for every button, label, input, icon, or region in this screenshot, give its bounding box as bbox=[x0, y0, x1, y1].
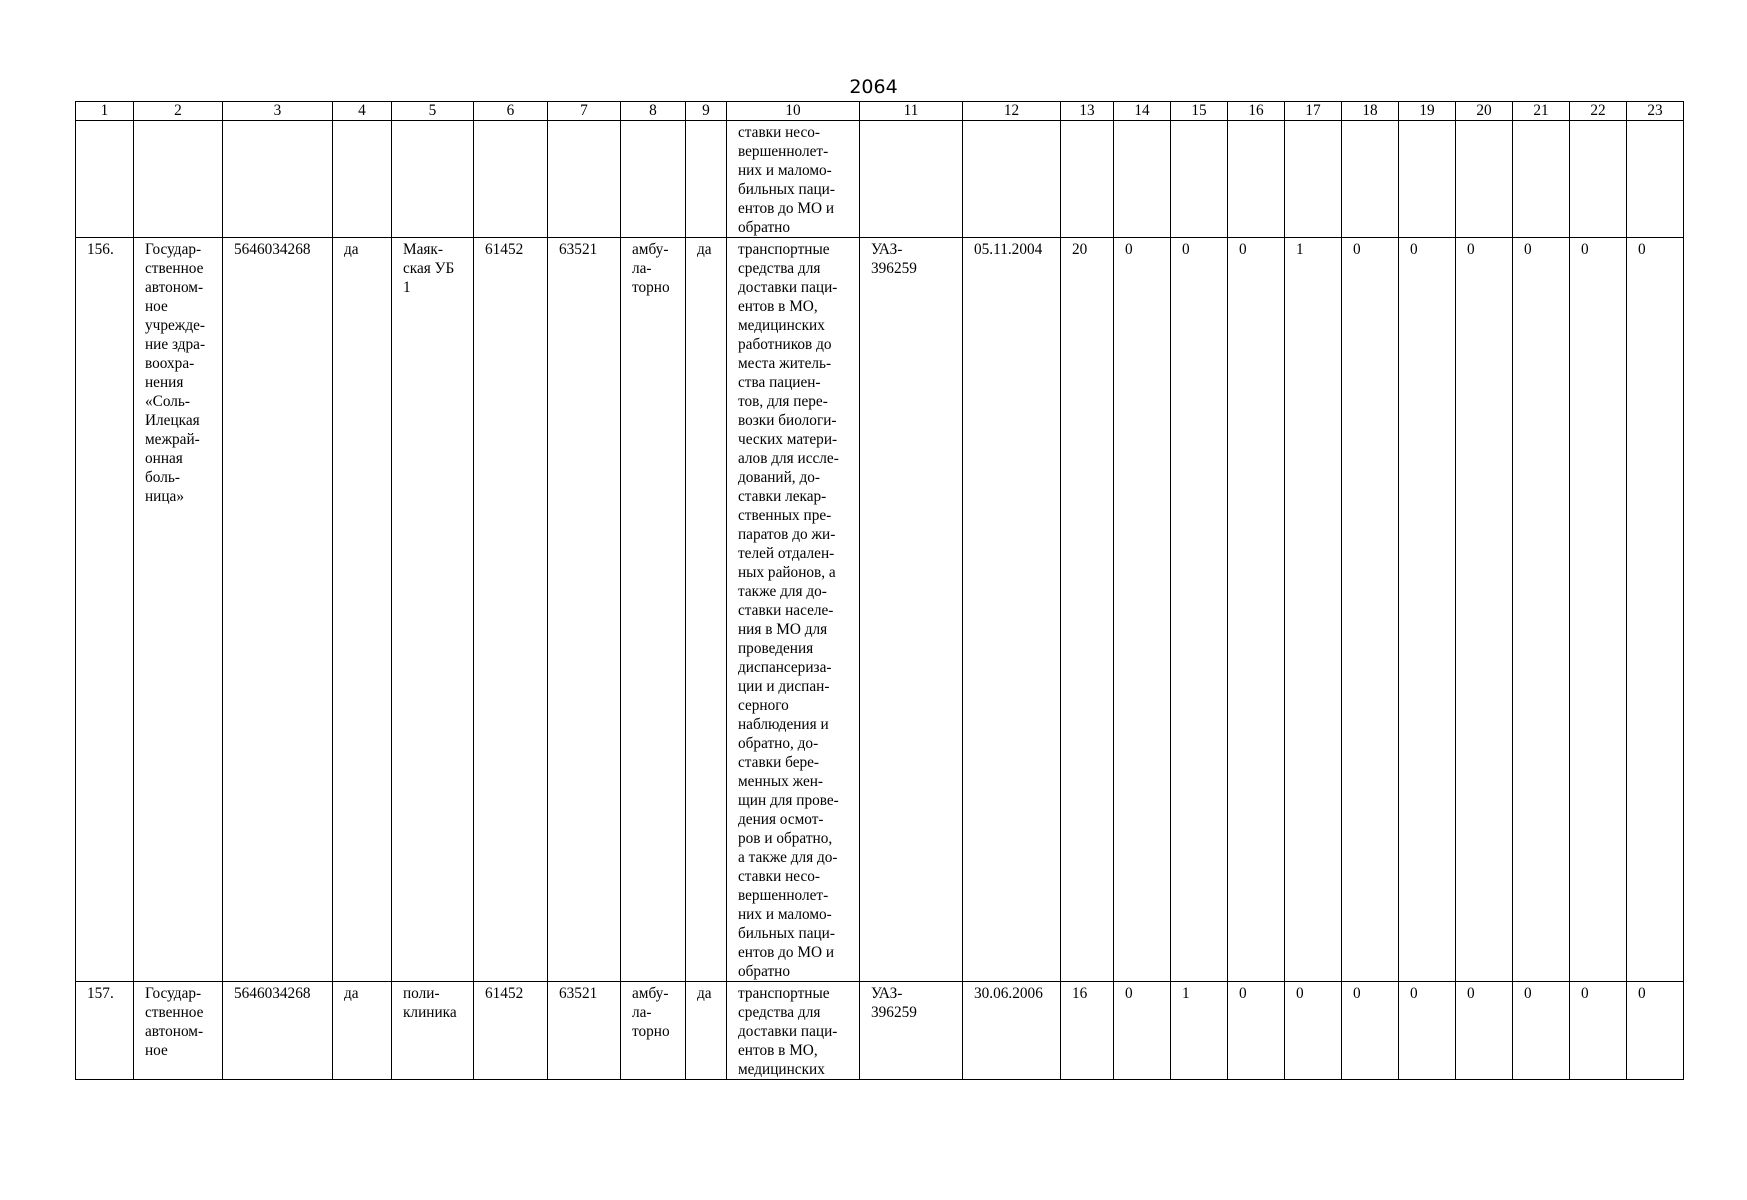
table-cell-col-1: 156. bbox=[76, 238, 134, 982]
table-cell-col-23: 0 bbox=[1627, 238, 1684, 982]
column-number-21: 21 bbox=[1513, 102, 1570, 121]
column-number-23: 23 bbox=[1627, 102, 1684, 121]
table-cell-col-1 bbox=[76, 121, 134, 238]
table-cell-col-17: 1 bbox=[1285, 238, 1342, 982]
column-number-10: 10 bbox=[727, 102, 860, 121]
table-cell-col-2 bbox=[134, 121, 223, 238]
table-cell-col-16 bbox=[1228, 121, 1285, 238]
column-number-6: 6 bbox=[474, 102, 548, 121]
table-cell-col-7 bbox=[548, 121, 621, 238]
column-number-1: 1 bbox=[76, 102, 134, 121]
table-cell-col-8: амбу- ла- торно bbox=[621, 982, 686, 1080]
column-number-3: 3 bbox=[223, 102, 333, 121]
table-cell-col-12: 05.11.2004 bbox=[963, 238, 1061, 982]
table-cell-col-20: 0 bbox=[1456, 238, 1513, 982]
column-number-7: 7 bbox=[548, 102, 621, 121]
table-cell-col-7: 63521 bbox=[548, 982, 621, 1080]
table-cell-col-14 bbox=[1114, 121, 1171, 238]
column-number-4: 4 bbox=[333, 102, 392, 121]
table-cell-col-3 bbox=[223, 121, 333, 238]
table-cell-col-6 bbox=[474, 121, 548, 238]
table-cell-col-2: Государ- ственное автоном- ное bbox=[134, 982, 223, 1080]
table-cell-col-18 bbox=[1342, 121, 1399, 238]
table-cell-col-5 bbox=[392, 121, 474, 238]
table-cell-col-19 bbox=[1399, 121, 1456, 238]
column-number-5: 5 bbox=[392, 102, 474, 121]
column-number-22: 22 bbox=[1570, 102, 1627, 121]
table-cell-col-6: 61452 bbox=[474, 238, 548, 982]
table-cell-col-22: 0 bbox=[1570, 982, 1627, 1080]
table-cell-col-15 bbox=[1171, 121, 1228, 238]
table-cell-col-19: 0 bbox=[1399, 982, 1456, 1080]
table-cell-col-14: 0 bbox=[1114, 982, 1171, 1080]
table-cell-col-11: УАЗ- 396259 bbox=[860, 982, 963, 1080]
table-cell-col-10: ставки несо- вершеннолет- них и маломо- бильных паци- ентов до МО и обратно bbox=[727, 121, 860, 238]
table-cell-col-8: амбу- ла- торно bbox=[621, 238, 686, 982]
column-number-2: 2 bbox=[134, 102, 223, 121]
table-cell-col-18: 0 bbox=[1342, 238, 1399, 982]
column-number-row bbox=[76, 102, 1684, 121]
table-cell-col-7: 63521 bbox=[548, 238, 621, 982]
column-number-9: 9 bbox=[686, 102, 727, 121]
column-number-12: 12 bbox=[963, 102, 1061, 121]
table-cell-col-17: 0 bbox=[1285, 982, 1342, 1080]
column-number-13: 13 bbox=[1061, 102, 1114, 121]
table-cell-col-20: 0 bbox=[1456, 982, 1513, 1080]
table-cell-col-21: 0 bbox=[1513, 982, 1570, 1080]
table-cell-col-9: да bbox=[686, 982, 727, 1080]
table-cell-col-9: да bbox=[686, 238, 727, 982]
table-cell-col-13 bbox=[1061, 121, 1114, 238]
table-cell-col-5: поли- клиника bbox=[392, 982, 474, 1080]
table-cell-col-13: 16 bbox=[1061, 982, 1114, 1080]
column-number-20: 20 bbox=[1456, 102, 1513, 121]
table-cell-col-4 bbox=[333, 121, 392, 238]
table-cell-col-12: 30.06.2006 bbox=[963, 982, 1061, 1080]
table-cell-col-5: Маяк- ская УБ 1 bbox=[392, 238, 474, 982]
table-cell-col-23 bbox=[1627, 121, 1684, 238]
table-cell-col-3: 5646034268 bbox=[223, 238, 333, 982]
table-cell-col-4: да bbox=[333, 238, 392, 982]
table-cell-col-11: УАЗ- 396259 bbox=[860, 238, 963, 982]
table-cell-col-23: 0 bbox=[1627, 982, 1684, 1080]
table-cell-col-9 bbox=[686, 121, 727, 238]
table-cell-col-6: 61452 bbox=[474, 982, 548, 1080]
table-cell-col-4: да bbox=[333, 982, 392, 1080]
table-cell-col-15: 1 bbox=[1171, 982, 1228, 1080]
column-number-17: 17 bbox=[1285, 102, 1342, 121]
table-cell-col-22 bbox=[1570, 121, 1627, 238]
column-number-8: 8 bbox=[621, 102, 686, 121]
column-number-19: 19 bbox=[1399, 102, 1456, 121]
table-row bbox=[76, 982, 1684, 1080]
table-cell-col-8 bbox=[621, 121, 686, 238]
table-row bbox=[76, 121, 1684, 238]
column-number-14: 14 bbox=[1114, 102, 1171, 121]
table-cell-col-16: 0 bbox=[1228, 982, 1285, 1080]
table-cell-col-11 bbox=[860, 121, 963, 238]
page-number: 2064 bbox=[849, 76, 898, 98]
column-number-16: 16 bbox=[1228, 102, 1285, 121]
table-row bbox=[76, 238, 1684, 982]
column-number-15: 15 bbox=[1171, 102, 1228, 121]
table-cell-col-15: 0 bbox=[1171, 238, 1228, 982]
table-cell-col-18: 0 bbox=[1342, 982, 1399, 1080]
table-cell-col-10: транспортные средства для доставки паци- ентов в МО, медицинских bbox=[727, 982, 860, 1080]
table-cell-col-21 bbox=[1513, 121, 1570, 238]
table-cell-col-16: 0 bbox=[1228, 238, 1285, 982]
column-number-11: 11 bbox=[860, 102, 963, 121]
table-cell-col-21: 0 bbox=[1513, 238, 1570, 982]
table-cell-col-13: 20 bbox=[1061, 238, 1114, 982]
table-cell-col-1: 157. bbox=[76, 982, 134, 1080]
table-cell-col-3: 5646034268 bbox=[223, 982, 333, 1080]
column-number-18: 18 bbox=[1342, 102, 1399, 121]
table-cell-col-22: 0 bbox=[1570, 238, 1627, 982]
table-cell-col-2: Государ- ственное автоном- ное учрежде- ние здра- воохра- нения «Соль- Илецкая межрай- онная боль- ница» bbox=[134, 238, 223, 982]
registry-table bbox=[75, 101, 1684, 1080]
table-cell-col-12 bbox=[963, 121, 1061, 238]
table-cell-col-19: 0 bbox=[1399, 238, 1456, 982]
table-cell-col-20 bbox=[1456, 121, 1513, 238]
table-cell-col-14: 0 bbox=[1114, 238, 1171, 982]
table-cell-col-10: транспортные средства для доставки паци- ентов в МО, медицинских работников до места житель- ства пациен- тов, для пере- возки биологи- ческих матери- алов для иссле- дований, до- ставки лекар- ственных пре- паратов до жи- телей отдален- ных районов, а также для до- ставки населе- ния в МО для проведения диспансериза- ции и диспан- серного наблюдения и обратно, до- ставки бере- менных жен- щин для прове- дения осмот- ров и обратно, а также для до- ставки несо- вершеннолет- них и маломо- бильных паци- ентов до МО и обратно bbox=[727, 238, 860, 982]
table-cell-col-17 bbox=[1285, 121, 1342, 238]
